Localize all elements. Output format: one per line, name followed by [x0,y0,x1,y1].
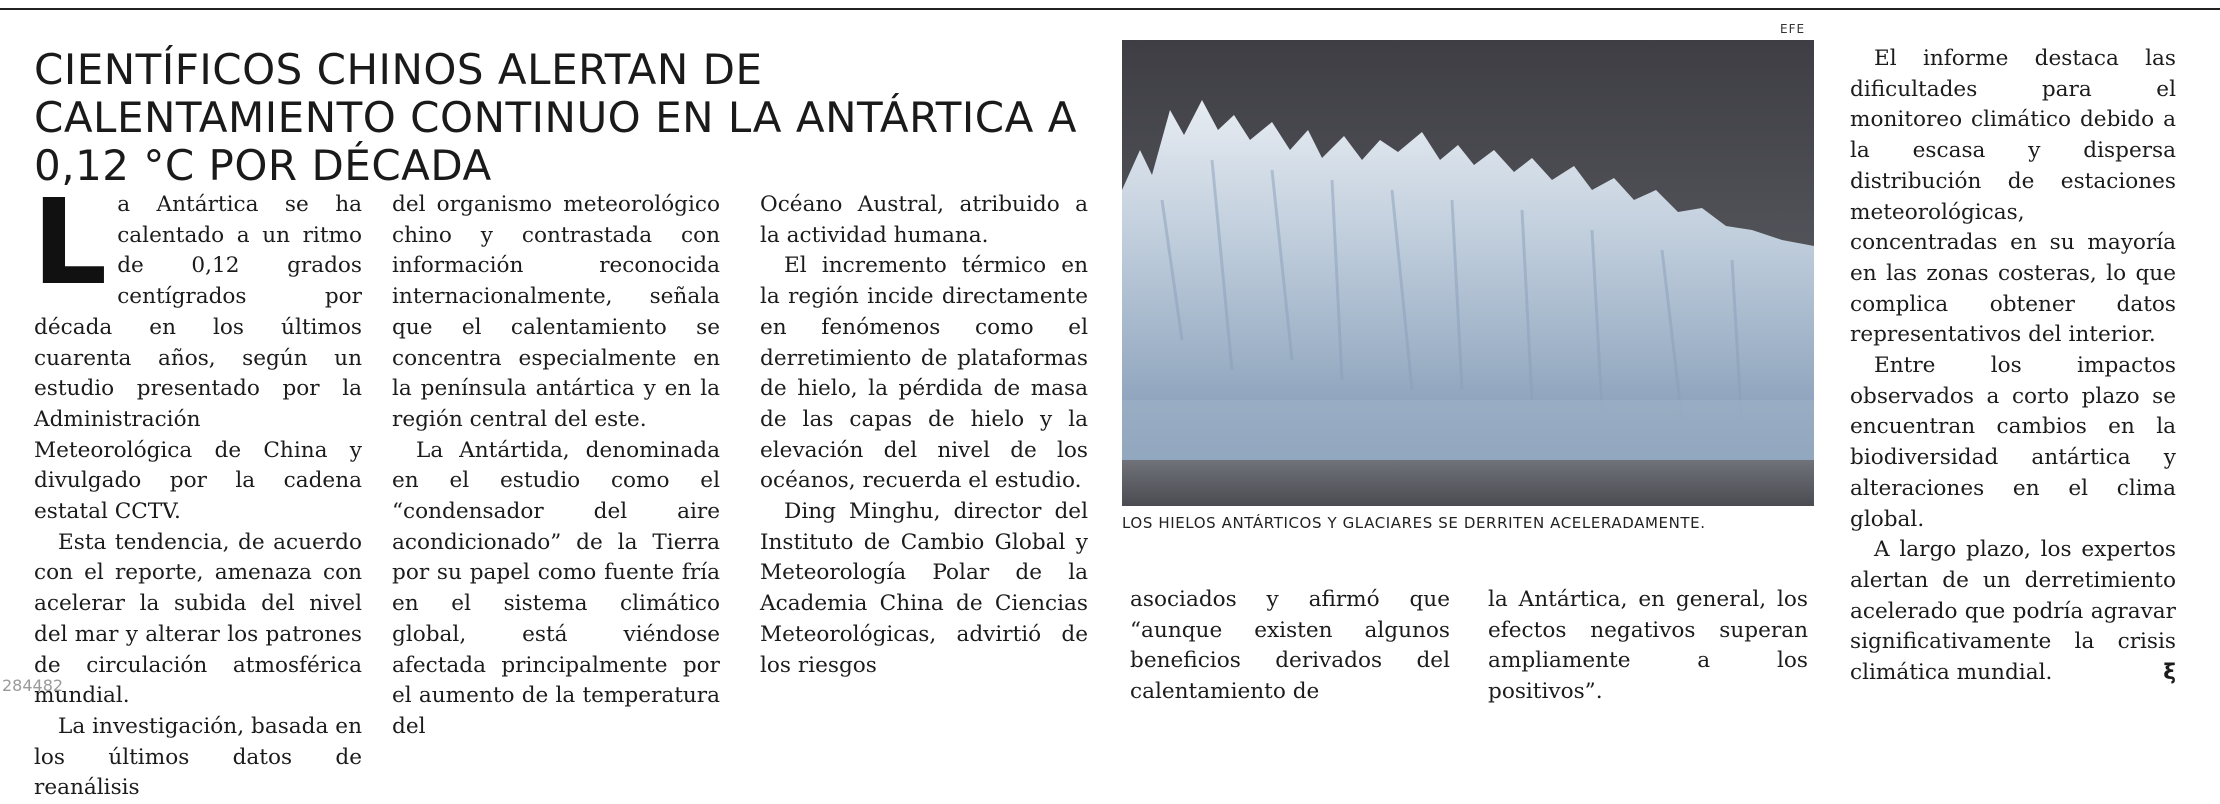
article-column-6 [1850,44,2176,689]
paragraph-13: A largo plazo, los expertos alertan de un derretimiento acelerado que podría agravar significativamente la crisis climática mundial. ξ [1850,535,2176,689]
glacier-photo [1122,40,1814,506]
article-column-4 [1130,585,1450,708]
paragraph-6: Océano Austral, atribuido a la actividad humana. [760,192,1088,248]
paragraph-12: Entre los impactos observados a corto plazo se encuentran cambios en la biodiversidad antártica y alteraciones en el clima global. [1850,353,2176,532]
paragraph-1: La Antártica se ha calentado a un ritmo de 0,12 grados centígrados por década en los últimos cuarenta años, según un estudio presentado por la Administración Meteorológica de China y divulgado por la cadena estatal CCTV. [32,173,362,525]
photo-credit: EFE [1780,22,1806,36]
glacier-image [1122,40,1814,506]
page-id: 284482 [2,676,64,695]
paragraph-2: Esta tendencia, de acuerdo con el reporte, amenaza con acelerar la subida del nivel del mar y alterar los patrones de circulación atmosférica mundial. [34,529,362,709]
paragraph-10: la Antártica, en general, los efectos negativos superan ampliamente a los positivos”. [1488,587,1808,705]
paragraph-11: El informe destaca las dificultades para el monitoreo climático debido a la escasa y dispersa distribución de estaciones meteorológicas, concentradas en su mayoría en las zonas costeras, lo que complica obtener datos representativos del interior. [1850,46,2176,348]
paragraph-4: del organismo meteorológico chino y contrastada con información reconocida internacionalmente, señala que el calentamiento se concentra especialmente en la península antártica y en la región central del este. [392,192,720,432]
paragraph-7: El incremento térmico en la región incide directamente en fenómenos como el derretimiento de plataformas de hielo, la pérdida de masa de las capas de hielo y la elevación del nivel de los océanos, recuerda el estudio. [760,253,1088,494]
article-column-3 [760,190,1088,681]
headline: CIENTÍFICOS CHINOS ALERTAN DE CALENTAMIENTO CONTINUO EN LA ANTÁRTICA A 0,12 °C POR DÉCADA [34,45,1077,190]
paragraph-8: Ding Minghu, director del Instituto de Cambio Global y Meteorología Polar de la Academia China de Ciencias Meteorológicas, advirtió de los riesgos [760,499,1088,678]
drop-cap: L [32,173,108,311]
paragraph-3: La investigación, basada en los últimos datos de reanálisis [34,713,362,801]
article-column-5 [1488,585,1808,708]
top-rule [0,8,2220,10]
article-column-2 [392,190,720,743]
paragraph-9: asociados y afirmó que “aunque existen algunos beneficios derivados del calentamiento de [1130,587,1450,705]
end-mark-icon: ξ [2163,660,2176,686]
photo-caption: LOS HIELOS ANTÁRTICOS Y GLACIARES SE DERRITEN ACELERADAMENTE. [1122,514,1706,532]
paragraph-5: La Antártida, denominada en el estudio como el “condensador del aire acondicionado” de la Tierra por su papel como fuente fría en el sistema climático global, está viéndose afectada principalmente por el aumento de la temperatura del [392,437,720,739]
